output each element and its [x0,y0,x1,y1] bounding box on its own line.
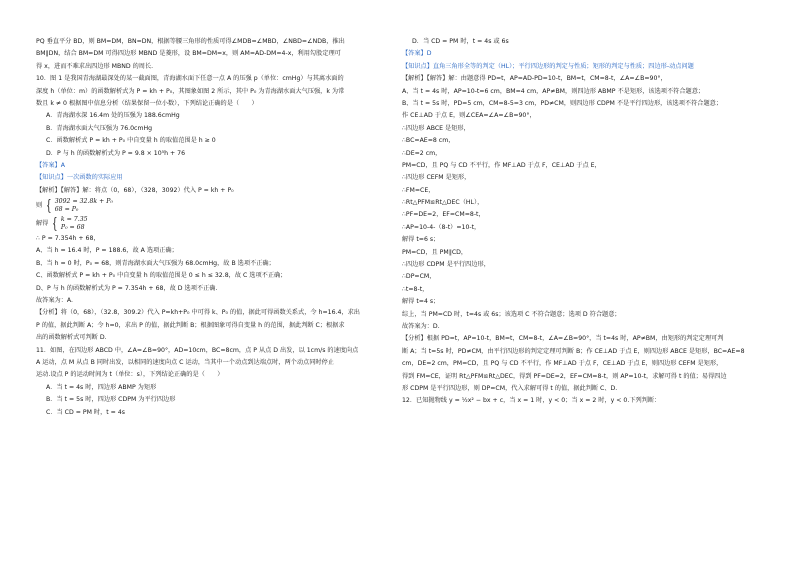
text-line: ∴BC=AE=8 cm， [402,137,455,145]
text-line: D．P 与 h 的函数解析式为 P = 9.8 × 10⁵h + 76 [46,149,186,157]
equation-system [36,198,394,213]
equation-line: k = 7.35 [60,216,88,224]
text-line: 运动.设点 P 的运动时间为 t（单位：s），下列结论正确的是（ ） [36,371,224,379]
text-line: A．青海湖水深 16.4m 处的压强为 188.6cmHg [46,112,180,120]
equation-lines [55,198,113,212]
text-line: D．当 CD = PM 时，t = 4s 或 6s [412,38,509,45]
text-line: 解得 t=6 s； [402,236,440,244]
text-line: 【分析】根据 PD=t，AP=10-t，BM=t，CM=8-t，∠A=∠B=90°，当 t=4s 时，AP≠BM，由矩形的判定定理可判 [402,335,724,343]
text-line: PM=CD，且 PQ 与 CD 不平行，作 MF⊥AD 于点 F，CE⊥AD 于点 E， [402,161,601,169]
text-line: PQ 垂直平分 BD，则 BM=DM，BN=DN，根据等腰三角形的性质可得∠MDB=∠MBD，∠NBD=∠NDB，推出 [36,38,345,45]
text-line: A、当 h = 16.4 时，P = 188.6，故 A 选项正确； [36,247,178,255]
right-column [402,37,760,409]
section-tag: 【答案】D [402,50,432,58]
text-line: 数且 k ≠ 0 根据图中信息分析（结果保留一位小数），下列结论正确的是（ ） [36,99,258,107]
text-line: ∴t=8-t， [402,285,429,293]
text-line: 得 x，进而不难求出四边形 MBND 的周长. [36,62,154,70]
text-line: 故答案为：D. [402,322,440,330]
brace-symbol: { [52,214,59,233]
text-line: 解得 t=4 s； [402,298,440,306]
text-line: ∴四边形 ABCE 是矩形， [402,124,470,132]
text-line: 作 CE⊥AD 于点 E，则∠CEA=∠A=∠B=90°， [402,112,536,120]
text-line: ∴PF=DE=2，EF=CM=8-t， [402,211,485,219]
text-line: B、当 h = 0 时，P₀ = 68，则青海湖水面大气压强为 68.0cmHg，故 B 选项不正确； [36,259,275,267]
text-line: 【解析】【解答】解：将点（0，68），（328，3092）代入 P = kh + P₀ [36,186,234,194]
section-tag: 【知识点】直角三角形全等的判定（HL）；平行四边形的判定与性质；矩形的判定与性质；四边形-动点问题 [402,62,694,70]
text-line: 断 A；当 t=5s 时，PD≠CM，由平行四边形的判定定理可判断 B；作 CE⊥AD 于点 E，则四边形 ABCE 是矩形，BC=AE=8 [402,347,745,355]
text-line: B．青海湖水面大气压强为 76.0cmHg [46,124,153,132]
text-line: ∴四边形 CDPM 是平行四边形， [402,261,490,269]
text-line: 综上，当 PM=CD 时，t=4s 或 6s；该选项 C 不符合题意；选项 D 符合题意； [402,310,621,318]
text-line: 【解析】【解答】解：由题意得 PD=t，AP=AD-PD=10-t，BM=t，CM=8-t，∠A=∠B=90°， [402,75,667,83]
text-line: B、当 t = 5s 时，PD=5 cm，CM=8-5=3 cm，PD≠CM，则四边形 CDPM 不是平行四边形，该选项不符合题意； [402,99,723,107]
section-tag: 【答案】A [36,161,65,169]
equation-system [36,216,394,231]
text-line: cm，DE=2 cm，PM=CD，且 PQ 与 CD 不平行，作 MF⊥AD 于点 F，CE⊥AD 于点 E，则四边形 CEFM 是矩形， [402,360,723,368]
text-line: C．当 CD = PM 时，t = 4s [46,408,125,416]
text-line: 12．已知抛物线 y = ½x² − bx + c，当 x = 1 时，y < 0；当 x = 2 时，y < 0.下列判断： [402,397,661,405]
text-line: D、P 与 h 的函数解析式为 P = 7.354h + 68，故 D 选项不正确. [36,284,218,292]
text-line: ∴FM=CE， [402,186,435,194]
text-line: 11．如图，在四边形 ABCD 中，∠A=∠B=90°，AD=10cm，BC=8cm，点 P 从点 D 出发，以 1cm/s 的速度向点 [36,346,359,354]
text-line: 出的函数解析式可判断 D. [36,334,107,342]
equation-lead: 解得 [36,219,49,227]
text-line: 10．图 1 是我国青海湖最深处的某一截面图，青海湖水面下任意一点 A 的压强 p（单位：cmHg）与其离水面的 [36,75,344,83]
text-line: 得到 FM=CE，证明 Rt△PFM≌Rt△DEC，得到 PF=DE=2，EF=CM=8-t，则 AP=10-t，求解可得 t 的值；易得四边 [402,372,727,380]
text-line: 形 CDPM 是平行四边形，则 DP=CM，代入求解可得 t 的值，据此判断 C、D. [402,384,618,392]
text-line: 深度 h（单位：m）的函数解析式为 P = kh + P₀，其图象如图 2 所示，其中 P₀ 为青海湖水面大气压强，k 为常 [36,87,345,95]
equation-lines [61,216,88,230]
section-tag: 【知识点】一次函数的实际应用 [36,174,123,182]
equation-line: 3092 = 32.8k + P₀ [54,198,113,206]
text-line: A、当 t = 4s 时，AP=10-t=6 cm，BM=4 cm，AP≠BM，则四边形 ABMP 不是矩形，该选项不符合题意； [402,87,705,95]
equation-line: P₀ = 68 [60,223,85,231]
text-line: A 运动，点 M 从点 B 同时出发，以相同的速度向点 C 运动，当其中一个动点到达端点时，两个动点同时停止 [36,358,334,366]
text-line: ∴DP=CM， [402,273,436,281]
equation-line: 68 = P₀ [54,205,79,213]
text-line: ∴AP=10-4-（8-t）=10-t， [402,223,481,231]
text-line: 故答案为：A. [36,297,74,305]
text-line: P 的值，据此判断 A；令 h=0，求出 P 的值，据此判断 B；根据图象可得自变量 h 的范围，据此判断 C；根据求 [36,321,345,329]
text-line: ∴ P = 7.354h + 68， [36,235,100,243]
text-line: A．当 t = 4s 时，四边形 ABMP 为矩形 [46,383,157,391]
text-line: C．函数解析式 P = kh + P₀ 中自变量 h 的取值范围是 h ≥ 0 [46,137,216,145]
text-line: ∴DE=2 cm， [402,149,442,157]
text-line: BM∥DN，结合 BM=DM 可得四边形 MBND 是菱形，设 BM=DM=x，则 AM=AD-DM=4-x，利用勾股定理可 [36,50,341,58]
text-line: ∴Rt△PFM≌Rt△DEC（HL）， [402,199,484,207]
text-line: B．当 t = 5s 时，四边形 CDPM 为平行四边形 [46,396,176,404]
text-line: PM=CD，且 PM∥CD， [402,248,468,256]
text-line: C、函数解析式 P = kh + P₀ 中自变量 h 的取值范围是 0 ≤ h ≤ 32.8，故 C 选项不正确； [36,272,287,280]
brace-symbol: { [46,196,52,215]
text-line: 【分析】将（0，68），（32.8，309.2）代入 P=kh+P₀ 中可得 k、P₀ 的值，据此可得函数关系式，令 h=16.4，求出 [36,309,360,317]
equation-lead: 则 [36,201,43,209]
text-line: ∴四边形 CEFM 是矩形， [402,174,471,182]
left-column [36,37,394,420]
